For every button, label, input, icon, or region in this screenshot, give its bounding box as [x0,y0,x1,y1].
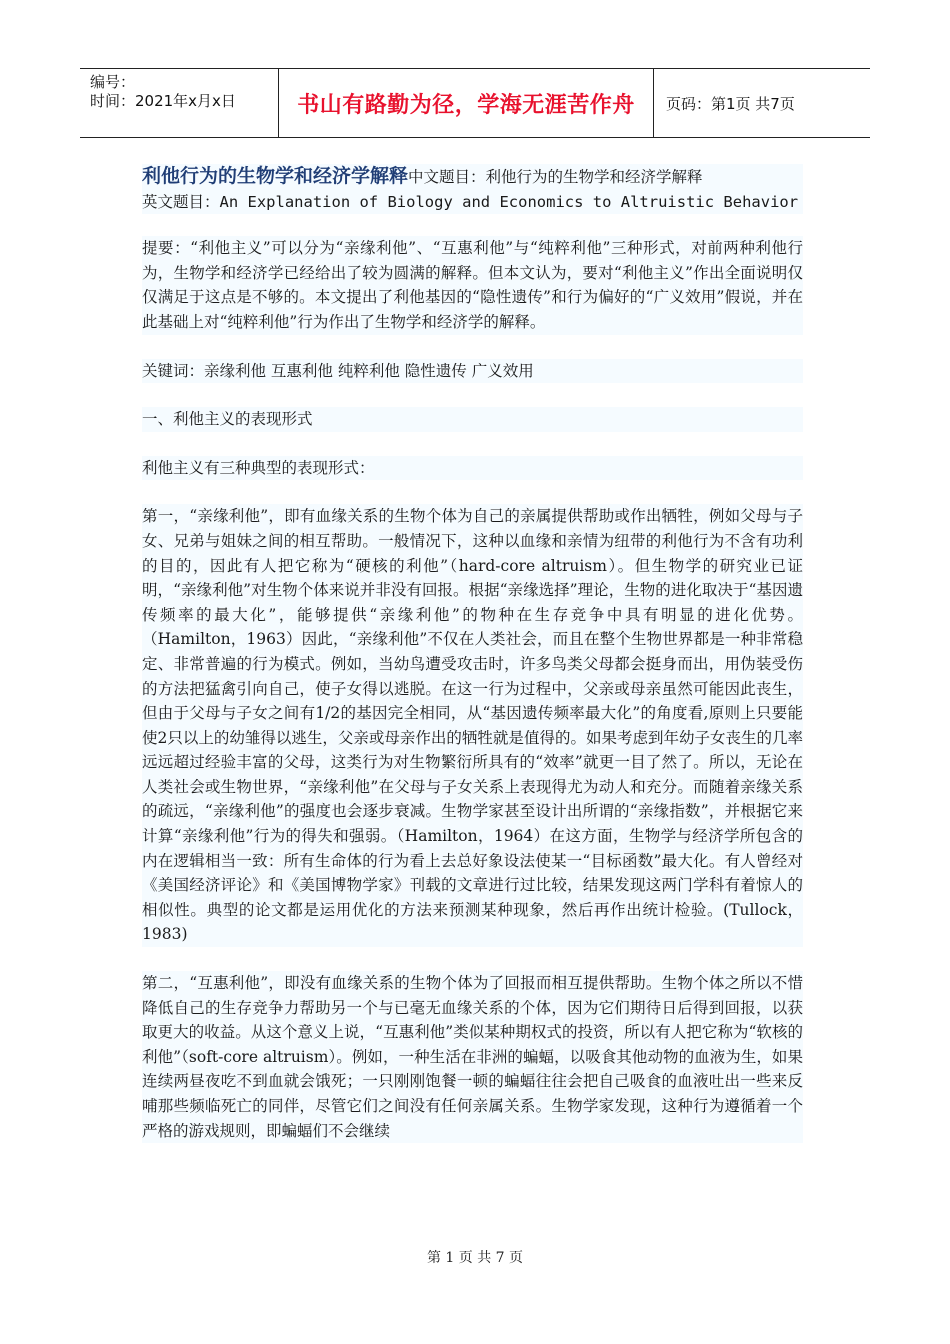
article-title: 利他行为的生物学和经济学解释 [142,165,409,187]
chinese-title: 中文题目：利他行为的生物学和经济学解释 [408,168,703,186]
abstract: 提要：“利他主义”可以分为“亲缘利他”、“互惠利他”与“纯粹利他”三种形式，对前两种利他行为，生物学和经济学已经给出了较为圆满的解释。但本文认为，要对“利他主义”作出全面说明仅仅满足于这点是不够的。本文提出了利他基因的“隐性遗传”和行为偏好的“广义效用”假说，并在此基础上对“纯粹利他”行为作出了生物学和经济学的解释。 [142,239,803,331]
time-label: 时间：2021年x月x日 [90,92,236,110]
section-heading: 一、利他主义的表现形式 [142,410,313,429]
english-title: 英文题目：An Explanation of Biology and Economics to Altruistic Behavior [142,192,799,211]
article-body [142,164,803,1143]
spacer [140,383,805,407]
page-footer: 第 1 页 共 7 页 [426,1250,524,1266]
serial-label: 编号： [90,73,136,91]
title-line [142,164,803,190]
spacer [140,480,805,504]
header-table [80,68,870,138]
keywords: 关键词：亲缘利他 互惠利他 纯粹利他 隐性遗传 广义效用 [142,361,534,380]
spacer [140,947,805,971]
spacer [140,335,805,359]
spacer [140,214,805,236]
paragraph-kin-altruism: 第一，“亲缘利他”，即有血缘关系的生物个体为自己的亲属提供帮助或作出牺牲，例如父母与子女、兄弟与姐妹之间的相互帮助。一般情况下，这种以血缘和亲情为纽带的利他行为不含有功利的目的，因此有人把它称为“硬核的利他”（hard-core altruism）。但生物学的研究业已证明，“亲缘利他”对生物个体来说并非没有回报。根据“亲缘选择”理论，生物的进化取决于“基因遗传频率的最大化”，能够提供“亲缘利他”的物种在生存竞争中具有明显的进化优势。（Hamilton，1963）因此，“亲缘利他”不仅在人类社会，而且在整个生物世界都是一种非常稳定、非常普遍的行为模式。例如，当幼鸟遭受攻击时，许多鸟类父母都会挺身而出，用伪装受伤的方法把猛禽引向自己，使子女得以逃脱。在这一行为过程中，父亲或母亲虽然可能因此丧生，但由于父母与子女之间有1/2的基因完全相同，从“基因遗传频率最大化”的角度看,原则上只要能使2只以上的幼雏得以逃生，父亲或母亲作出的牺牲就是值得的。如果考虑到年幼子女丧生的几率远远超过经验丰富的父母，这类行为对生物繁衍所具有的“效率”就更一目了然了。所以，无论在人类社会或生物世界，“亲缘利他”在父母与子女关系上表现得尤为动人和充分。而随着亲缘关系的疏远，“亲缘利他”的强度也会逐步衰减。生物学家甚至设计出所谓的“亲缘指数”，并根据它来计算“亲缘利他”行为的得失和强弱。（Hamilton，1964）在这方面，生物学与经济学所包含的内在逻辑相当一致：所有生命体的行为看上去总好象设法使某一“目标函数”最大化。有人曾经对《美国经济评论》和《美国博物学家》刊载的文章进行过比较，结果发现这两门学科有着惊人的相似性。典型的论文都是运用优化的方法来预测某种现象，然后再作出统计检验。(Tullock，1983) [142,507,803,944]
header-motto: 书山有路勤为径，学海无涯苦作舟 [279,69,654,137]
header-page-info: 页码：第1页 共7页 [666,94,795,113]
spacer [140,432,805,456]
intro-paragraph: 利他主义有三种典型的表现形式： [142,458,375,477]
header-meta [80,69,279,137]
paragraph-reciprocal-altruism: 第二，“互惠利他”，即没有血缘关系的生物个体为了回报而相互提供帮助。生物个体之所以不惜降低自己的生存竞争力帮助另一个与已毫无血缘关系的个体，因为它们期待日后得到回报，以获取更大的收益。从这个意义上说，“互惠利他”类似某种期权式的投资，所以有人把它称为“软核的利他”（soft-core altruism）。例如，一种生活在非洲的蝙蝠，以吸食其他动物的血液为生，如果连续两昼夜吃不到血就会饿死；一只刚刚饱餐一顿的蝙蝠往往会把自己吸食的血液吐出一些来反哺那些频临死亡的同伴，尽管它们之间没有任何亲属关系。生物学家发现，这种行为遵循着一个严格的游戏规则，即蝙蝠们不会继续 [142,974,803,1140]
